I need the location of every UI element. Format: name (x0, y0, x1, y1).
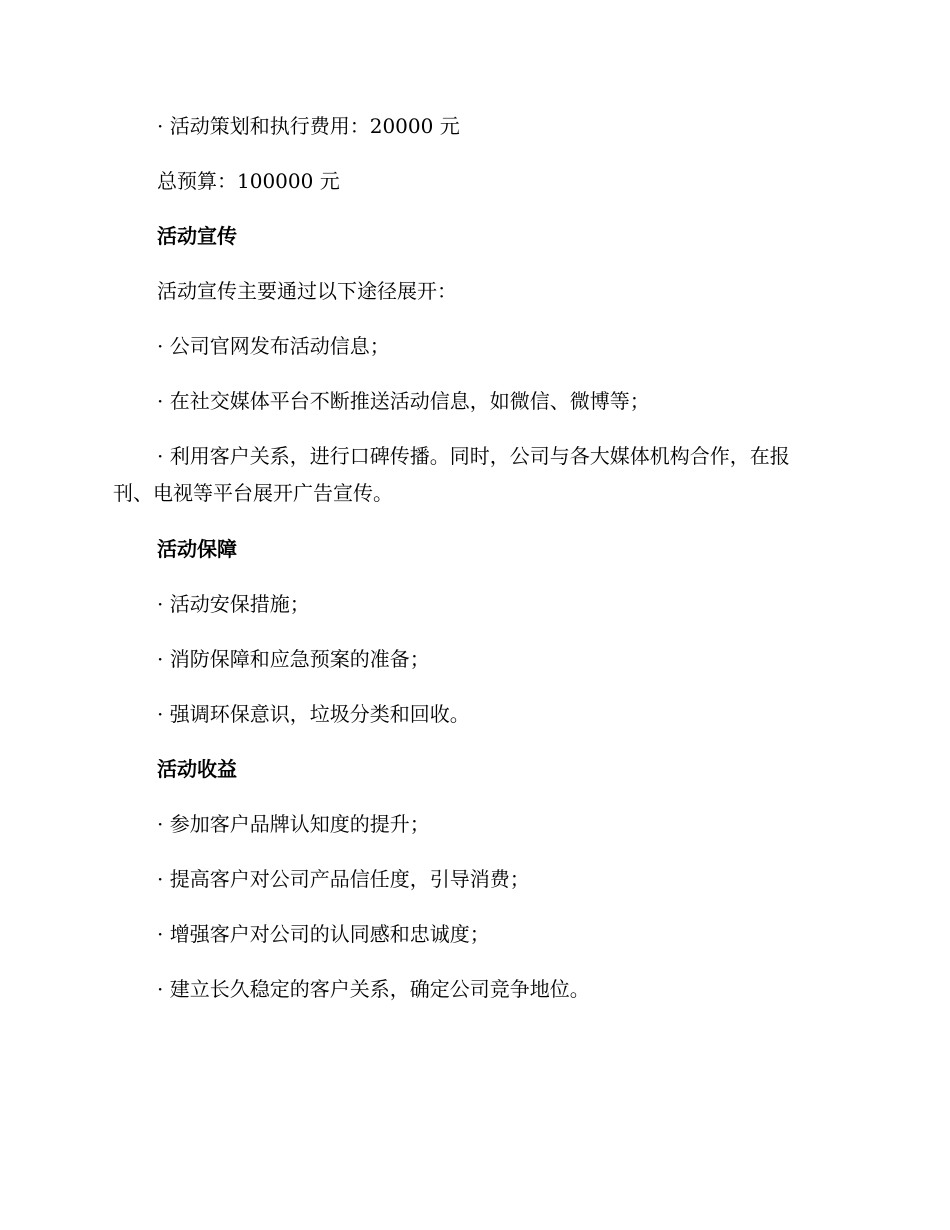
benefit-item-relationship: · 建立长久稳定的客户关系，确定公司竞争地位。 (157, 977, 590, 1001)
budget-item-activity-planning: · 活动策划和执行费用：20000 元 (157, 114, 460, 138)
promotion-intro: 活动宣传主要通过以下途径展开： (157, 279, 457, 303)
safeguard-item-fire-emergency: · 消防保障和应急预案的准备； (157, 647, 430, 671)
section-heading-safeguards: 活动保障 (157, 537, 237, 561)
benefit-item-loyalty: · 增强客户对公司的认同感和忠诚度； (157, 922, 490, 946)
total-budget: 总预算：100000 元 (157, 169, 340, 193)
safeguard-item-environment: · 强调环保意识，垃圾分类和回收。 (157, 702, 470, 726)
benefit-item-trust: · 提高客户对公司产品信任度，引导消费； (157, 867, 530, 891)
safeguard-item-security: · 活动安保措施； (157, 592, 310, 616)
promotion-item-social-media: · 在社交媒体平台不断推送活动信息，如微信、微博等； (157, 389, 650, 413)
promotion-item-word-of-mouth: · 利用客户关系，进行口碑传播。同时，公司与各大媒体机构合作，在报刊、电视等平台展开广告宣传。 (113, 444, 790, 505)
section-heading-promotion: 活动宣传 (157, 224, 237, 248)
section-heading-benefits: 活动收益 (157, 757, 237, 781)
document-content (113, 108, 825, 1026)
promotion-item-website: · 公司官网发布活动信息； (157, 334, 390, 358)
benefit-item-brand-awareness: · 参加客户品牌认知度的提升； (157, 812, 430, 836)
